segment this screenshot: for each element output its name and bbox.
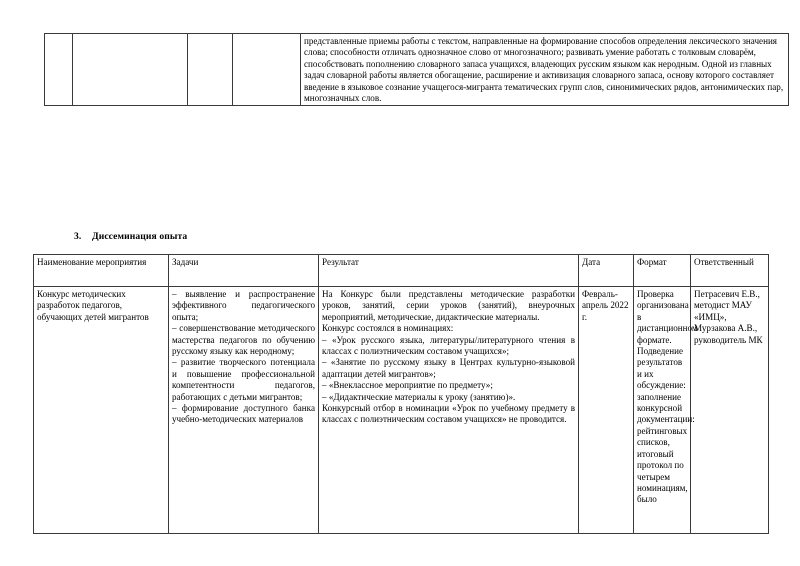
section-title: Диссеминация опыта	[92, 231, 188, 242]
cell-responsible	[691, 287, 769, 534]
task-item: – развитие творческого потенциала и повышение профессиональной компетентности педагогов, работающих с детьми мигрантов;	[172, 357, 315, 402]
section-heading	[74, 231, 187, 243]
table-header-row	[34, 255, 769, 287]
result-nomination: – «Внеклассное мероприятие по предмету»;	[322, 380, 493, 391]
column-header-name: Наименование мероприятия	[34, 255, 169, 287]
continued-text-cell	[301, 34, 789, 106]
column-header-tasks: Задачи	[169, 255, 319, 287]
table-row	[45, 34, 789, 106]
empty-cell-2	[73, 34, 188, 106]
format-text: Проверка организована в дистанционном формате. Подведение результатов и их обсуждение: заполнение конкурсной документации: рейтинговых списков, итоговый протокол по четырем номинациям, было	[637, 289, 698, 505]
task-item: – выявление и распространение эффективного педагогического опыта;	[172, 289, 315, 322]
empty-cell-4	[233, 34, 301, 106]
cell-tasks	[169, 287, 319, 534]
result-nomination: – «Урок русского языка, литературы/литературного чтения в классах с полиэтническим составом учащихся»;	[322, 334, 575, 357]
continued-paragraph: представленные приемы работы с текстом, направленные на формирование способов определения лексического значения слова; способности отличать однозначное слово от многозначного; развивать умение работать с толковым словарём, способствовать пополнению словарного запаса учащихся, владеющих русским языком как неродным. Одной из главных задач словарной работы является обогащение, расширение и активизация словарного запаса, основу которого составляет введение в языковое сознание учащегося-мигранта тематических групп слов, синонимических рядов, антонимических пар, многозначных слов.	[304, 36, 784, 104]
top-table-container	[44, 33, 788, 106]
continued-table	[44, 33, 789, 106]
result-paragraph: Конкурсный отбор в номинации «Урок по учебному предмету в классах с полиэтническим составом учащихся» не проводится.	[322, 403, 575, 425]
empty-cell-3	[188, 34, 233, 106]
task-item: – формирование доступного банка учебно-методических материалов	[172, 403, 315, 425]
table-row	[34, 287, 769, 534]
column-header-format: Формат	[634, 255, 691, 287]
responsible-text: Петрасевич Е.В., методист МАУ «ИМЦ», Мурзакова А.В., руководитель МК	[694, 289, 763, 345]
task-item: – совершенствование методического мастерства педагогов по обучению русскому языку как неродному;	[172, 323, 315, 357]
column-header-date: Дата	[579, 255, 634, 287]
empty-cell-1	[45, 34, 73, 106]
result-nomination: – «Занятие по русскому языку в Центрах культурно-языковой адаптации детей мигрантов»;	[322, 357, 575, 379]
cell-format	[634, 287, 698, 534]
cell-event-name	[34, 287, 169, 534]
result-paragraph: Конкурс состоялся в номинациях:	[322, 323, 454, 334]
bottom-table-container	[33, 254, 768, 534]
date-text: Февраль-апрель 2022 г.	[582, 289, 629, 322]
cell-result	[319, 287, 579, 534]
column-header-responsible: Ответственный	[691, 255, 769, 287]
section-number: 3.	[74, 231, 82, 242]
event-name-text: Конкурс методических разработок педагогов, обучающих детей мигрантов	[37, 289, 149, 322]
column-header-result: Результат	[319, 255, 579, 287]
cell-date	[579, 287, 634, 534]
dissemination-table	[33, 254, 769, 534]
result-nomination: – «Дидактические материалы к уроку (занятию)».	[322, 391, 516, 402]
result-paragraph: На Конкурс были представлены методические разработки уроков, занятий, серии уроков (занятий), внеурочных мероприятий, методические, дидактические материалы.	[322, 289, 575, 322]
